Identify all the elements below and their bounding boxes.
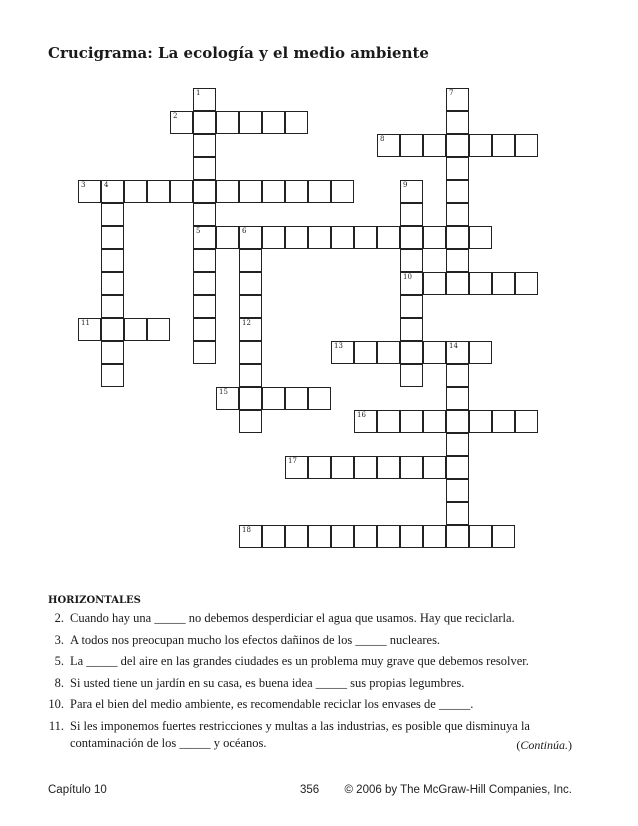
clue-number-label: 7 [449, 89, 454, 97]
clue-number-label: 13 [334, 342, 343, 350]
crossword-cell [101, 341, 124, 364]
crossword-cell [193, 295, 216, 318]
clue-number-label: 14 [449, 342, 458, 350]
clue-text: La _____ del aire en las grandes ciudades es un problema muy grave que debemos resolver. [70, 654, 529, 668]
clue-number-label: 4 [104, 181, 109, 189]
crossword-cell [216, 180, 239, 203]
crossword-cell [239, 318, 262, 341]
crossword-cell [124, 318, 147, 341]
clue-text: Para el bien del medio ambiente, es recomendable reciclar los envases de _____. [70, 697, 474, 711]
clue-number-label: 6 [242, 227, 247, 235]
clue-text: Si usted tiene un jardín en su casa, es buena idea _____ sus propias legumbres. [70, 675, 465, 690]
crossword-cell [308, 387, 331, 410]
crossword-cell [446, 525, 469, 548]
crossword-cell [124, 180, 147, 203]
crossword-cell [446, 456, 469, 479]
clue-item [40, 653, 600, 671]
crossword-cell [446, 410, 469, 433]
footer-copyright: © 2006 by The McGraw-Hill Companies, Inc. [344, 784, 572, 796]
crossword-cell [216, 387, 239, 410]
clue-item [40, 675, 600, 693]
crossword-cell [193, 180, 216, 203]
crossword-cell [101, 295, 124, 318]
clue-text: Cuando hay una _____ no debemos desperdiciar el agua que usamos. Hay que reciclarla. [70, 611, 515, 625]
crossword-cell [193, 249, 216, 272]
crossword-cell [446, 157, 469, 180]
crossword-cell [354, 341, 377, 364]
crossword-cell [446, 249, 469, 272]
crossword-cell [239, 364, 262, 387]
crossword-cell [446, 479, 469, 502]
crossword-cell [515, 410, 538, 433]
crossword-cell [262, 111, 285, 134]
crossword-cell [469, 272, 492, 295]
crossword-cell [446, 341, 469, 364]
crossword-cell [239, 272, 262, 295]
crossword-cell [400, 272, 423, 295]
crossword-cell [400, 341, 423, 364]
crossword-cell [101, 226, 124, 249]
crossword-cell [170, 111, 193, 134]
clue-number-label: 17 [288, 457, 297, 465]
crossword-cell [400, 180, 423, 203]
clue-text: A todos nos preocupan mucho los efectos dañinos de los _____ nucleares. [70, 632, 441, 647]
crossword-cell [170, 180, 193, 203]
crossword-cell [147, 180, 170, 203]
crossword-cell [377, 341, 400, 364]
crossword-cell [354, 456, 377, 479]
clue-number-label: 12 [242, 319, 251, 327]
crossword-cell [308, 226, 331, 249]
crossword-cell [492, 525, 515, 548]
crossword-cell [216, 111, 239, 134]
crossword-cell [78, 318, 101, 341]
crossword-cell [193, 111, 216, 134]
crossword-cell [193, 272, 216, 295]
crossword-cell [446, 433, 469, 456]
crossword-cell [354, 525, 377, 548]
clue-number-label: 5 [196, 227, 201, 235]
crossword-cell [377, 410, 400, 433]
crossword-cell [377, 134, 400, 157]
horizontales-heading: HORIZONTALES [48, 595, 141, 606]
clue-number-label: 18 [242, 526, 251, 534]
clue-list [40, 610, 600, 757]
crossword-cell [400, 295, 423, 318]
crossword-cell [331, 525, 354, 548]
clue-number: 2. [54, 611, 64, 625]
crossword-cell [469, 525, 492, 548]
footer-chapter: Capítulo 10 [48, 784, 107, 796]
crossword-cell [400, 525, 423, 548]
page-title: Crucigrama: La ecología y el medio ambiente [48, 44, 429, 62]
crossword-cell [400, 318, 423, 341]
crossword-cell [377, 226, 400, 249]
crossword-cell [331, 180, 354, 203]
crossword-cell [101, 318, 124, 341]
crossword-cell [101, 203, 124, 226]
crossword-cell [101, 272, 124, 295]
crossword-cell [331, 226, 354, 249]
clue-item [40, 610, 600, 628]
clue-number-label: 1 [196, 89, 201, 97]
crossword-cell [308, 180, 331, 203]
clue-number: 8. [54, 675, 64, 690]
crossword-cell [400, 249, 423, 272]
crossword-cell [331, 341, 354, 364]
clue-number-label: 10 [403, 273, 412, 281]
crossword-cell [377, 456, 400, 479]
crossword-cell [193, 203, 216, 226]
crossword-cell [239, 111, 262, 134]
clue-number: 5. [54, 654, 64, 668]
crossword-cell [515, 134, 538, 157]
crossword-cell [423, 456, 446, 479]
crossword-cell [239, 226, 262, 249]
crossword-cell [239, 387, 262, 410]
crossword-cell [262, 525, 285, 548]
crossword-cell [262, 387, 285, 410]
crossword-cell [400, 456, 423, 479]
crossword-cell [354, 226, 377, 249]
crossword-cell [262, 180, 285, 203]
continues-text: Continúa. [520, 738, 568, 752]
crossword-cell [423, 410, 446, 433]
crossword-cell [400, 226, 423, 249]
crossword-cell [354, 410, 377, 433]
clue-item [40, 696, 600, 714]
crossword-cell [331, 456, 354, 479]
crossword-cell [423, 525, 446, 548]
crossword-cell [515, 272, 538, 295]
crossword-cell [446, 364, 469, 387]
clue-number-label: 3 [81, 181, 86, 189]
crossword-cell [423, 341, 446, 364]
clue-number-label: 8 [380, 135, 385, 143]
crossword-cell [446, 502, 469, 525]
footer-page-number: 356 [300, 784, 320, 796]
clue-item [40, 632, 600, 650]
crossword-cell [308, 525, 331, 548]
clue-number: 10. [48, 697, 64, 711]
crossword-cell [446, 134, 469, 157]
crossword-cell [193, 318, 216, 341]
crossword-cell [285, 387, 308, 410]
crossword-cell [193, 88, 216, 111]
crossword-cell [193, 341, 216, 364]
crossword-cell [423, 226, 446, 249]
clue-text: Si les imponemos fuertes restricciones y multas a las industrias, es posible que disminuya la contaminación de los _____ y océanos. [70, 718, 530, 750]
crossword-cell [469, 341, 492, 364]
crossword-cell [239, 525, 262, 548]
crossword-cell [423, 272, 446, 295]
crossword-cell [285, 180, 308, 203]
crossword-cell [101, 249, 124, 272]
crossword-cell [285, 111, 308, 134]
crossword-cell [492, 272, 515, 295]
crossword-cell [423, 134, 446, 157]
crossword-cell [492, 134, 515, 157]
crossword-cell [78, 180, 101, 203]
crossword-cell [446, 272, 469, 295]
crossword-cell [492, 410, 515, 433]
crossword-cell [101, 364, 124, 387]
crossword-cell [400, 203, 423, 226]
crossword-cell [308, 456, 331, 479]
crossword-cell [400, 364, 423, 387]
clue-number: 3. [54, 632, 64, 647]
crossword-cell [446, 180, 469, 203]
crossword-cell [239, 410, 262, 433]
crossword-cell [469, 226, 492, 249]
clue-number-label: 9 [403, 181, 408, 189]
crossword-cell [446, 226, 469, 249]
crossword-cell [446, 203, 469, 226]
clue-number-label: 11 [81, 319, 90, 327]
crossword-cell [147, 318, 170, 341]
crossword-cell [446, 88, 469, 111]
crossword-cell [239, 180, 262, 203]
crossword-cell [216, 226, 239, 249]
crossword-cell [193, 134, 216, 157]
crossword-cell [400, 410, 423, 433]
crossword-cell [285, 226, 308, 249]
clue-number-label: 15 [219, 388, 228, 396]
crossword-cell [262, 226, 285, 249]
clue-number-label: 16 [357, 411, 366, 419]
crossword-cell [285, 525, 308, 548]
crossword-cell [400, 134, 423, 157]
crossword-cell [446, 387, 469, 410]
crossword-cell [193, 157, 216, 180]
crossword-cell [239, 341, 262, 364]
continues-note: (Continúa.) [516, 738, 572, 752]
crossword-cell [239, 295, 262, 318]
crossword-cell [469, 134, 492, 157]
clue-number-label: 2 [173, 112, 178, 120]
clue-number: 11. [48, 718, 64, 733]
crossword-cell [377, 525, 400, 548]
crossword-cell [446, 111, 469, 134]
crossword-cell [193, 226, 216, 249]
crossword-cell [239, 249, 262, 272]
crossword-cell [285, 456, 308, 479]
crossword-cell [469, 410, 492, 433]
crossword-cell [101, 180, 124, 203]
